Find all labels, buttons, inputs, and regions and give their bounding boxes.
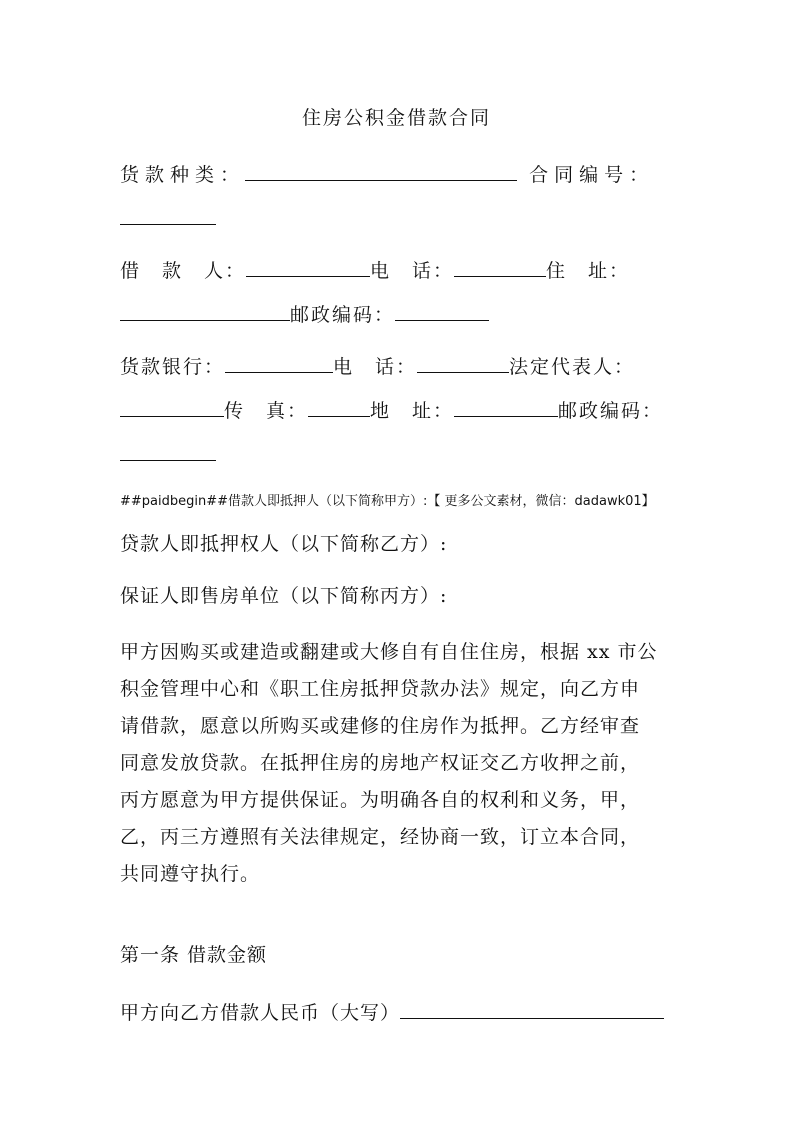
article1-row — [120, 1000, 664, 1025]
contract-no-row — [120, 206, 216, 231]
party-a-line: ##paidbegin##借款人即抵押人（以下简称甲方）:【 更多公文素材，微信：dadawk01】 — [120, 494, 655, 509]
bank-postcode-blank — [120, 442, 216, 461]
borrower-label: 借 款 人： — [120, 260, 247, 282]
borrower-postcode-row — [120, 302, 489, 327]
paragraph-line: 共同遵守执行。 — [120, 863, 261, 885]
loan-type-row — [120, 162, 654, 187]
article1-text: 甲方向乙方借款人民币（大写） — [120, 1002, 401, 1024]
borrower-blank — [246, 258, 370, 277]
borrower-postcode-blank — [395, 302, 489, 321]
loan-type-label: 货款种类： — [120, 164, 246, 186]
article1-heading: 第一条 借款金额 — [120, 944, 268, 966]
fax-label: 传 真： — [224, 400, 309, 422]
contract-no-label: 合同编号： — [529, 164, 655, 186]
paragraph-line: 同意发放贷款。在抵押住房的房地产权证交乙方收押之前， — [120, 752, 641, 774]
paragraph-line: 丙方愿意为甲方提供保证。为明确各自的权利和义务，甲， — [120, 789, 641, 811]
bank-address-blank — [454, 398, 558, 417]
document-title: 住房公积金借款合同 — [301, 107, 491, 129]
article1-amount-blank — [400, 1000, 664, 1019]
borrower-phone-blank — [454, 258, 546, 277]
bank-fax-row — [120, 398, 663, 423]
borrower-phone-label: 电 话： — [370, 260, 455, 282]
bank-phone-blank — [417, 354, 509, 373]
party-b-line: 贷款人即抵押权人（以下简称乙方）: — [120, 533, 448, 555]
loan-type-blank — [245, 162, 517, 181]
borrower-address-label: 住 址： — [546, 260, 631, 282]
contract-no-blank — [120, 206, 216, 225]
legal-rep-label: 法定代表人： — [509, 356, 636, 378]
bank-postcode-label: 邮政编码： — [558, 400, 664, 422]
borrower-row — [120, 258, 630, 283]
paragraph-line: 积金管理中心和《职工住房抵押贷款办法》规定，向乙方申 — [120, 678, 641, 700]
paragraph-line: 甲方因购买或建造或翻建或大修自有自住住房，根据 xx 市公 — [120, 641, 658, 663]
borrower-address-blank — [120, 302, 290, 321]
bank-blank — [225, 354, 333, 373]
paragraph-line: 请借款，愿意以所购买或建修的住房作为抵押。乙方经审查 — [120, 715, 641, 737]
legal-rep-blank — [120, 398, 224, 417]
bank-address-label: 地 址： — [370, 400, 455, 422]
borrower-postcode-label: 邮政编码： — [290, 304, 396, 326]
fax-blank — [308, 398, 370, 417]
paragraph-line: 乙，丙三方遵照有关法律规定，经协商一致，订立本合同， — [120, 826, 641, 848]
bank-postcode-row — [120, 442, 216, 467]
bank-row — [120, 354, 635, 379]
party-c-line: 保证人即售房单位（以下简称丙方）: — [120, 585, 448, 607]
bank-phone-label: 电 话： — [333, 356, 418, 378]
bank-label: 货款银行： — [120, 356, 226, 378]
